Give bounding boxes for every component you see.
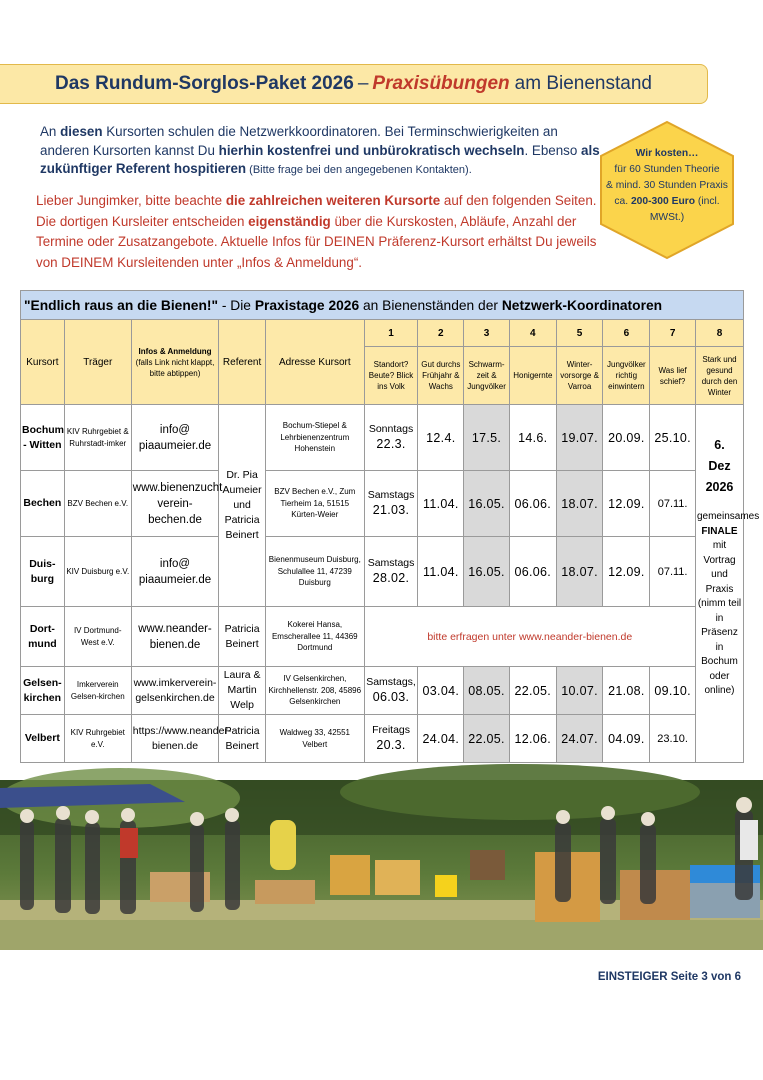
date-cell: 03.04.	[418, 667, 464, 715]
price-hexagon	[597, 120, 737, 260]
date-cell: 12.06.	[509, 715, 556, 763]
infos-link[interactable]: info@ piaaumeier.de	[131, 405, 218, 471]
adresse-cell: BZV Bechen e.V., Zum Tierheim 1a, 51515 Kürten-Weier	[265, 471, 364, 537]
date-cell: 21.08.	[603, 667, 650, 715]
header-topic: Honigernte	[509, 347, 556, 405]
header-infos: Infos & Anmeldung (falls Link nicht klappt, bitte abtippen)	[131, 320, 218, 405]
hex-heading: Wir kosten…	[635, 148, 699, 159]
header-num: 6	[603, 320, 650, 347]
header-topic: Standort? Beute? Blick ins Volk	[364, 347, 418, 405]
table-row	[21, 715, 744, 763]
header-topic: Stark und gesund durch den Winter	[695, 347, 743, 405]
infos-link[interactable]: https://www.neander-bienen.de	[131, 715, 218, 763]
date-cell: 10.07.	[556, 667, 603, 715]
infos-link[interactable]: www.neander-bienen.de	[131, 607, 218, 667]
header-num: 7	[650, 320, 696, 347]
title-highlight: Praxisübungen	[372, 73, 510, 94]
header-num: 3	[464, 320, 510, 347]
header-num: 8	[695, 320, 743, 347]
header-topic: Was lief schief?	[650, 347, 696, 405]
date-cell: 25.10.	[650, 405, 696, 471]
header-traeger: Träger	[64, 320, 131, 405]
date-cell: 14.6.	[509, 405, 556, 471]
header-num: 1	[364, 320, 418, 347]
date-cell: 09.10.	[650, 667, 696, 715]
referent-cell: Laura & Martin Welp	[219, 667, 266, 715]
traeger-cell: Imkerverein Gelsen-kirchen	[64, 667, 131, 715]
date-cell: 22.05.	[464, 715, 510, 763]
table-row	[21, 471, 744, 537]
finale-cell: 6. Dez 2026 gemeinsames FINALE mit Vortrag und Praxis (nimm teil in Präsenz in Bochum oder online)	[695, 405, 743, 763]
date-cell: 06.06.	[509, 537, 556, 607]
title-main: Das Rundum-Sorglos-Paket 2026	[55, 73, 354, 94]
date-cell: 06.06.	[509, 471, 556, 537]
traeger-cell: KIV Ruhrgebiet e.V.	[64, 715, 131, 763]
date-cell: 23.10.	[650, 715, 696, 763]
date-cell: 11.04.	[418, 537, 464, 607]
infos-link[interactable]: info@ piaaumeier.de	[131, 537, 218, 607]
header-topic: Jungvölker richtig einwintern	[603, 347, 650, 405]
date-first: Sonntags 22.3.	[364, 405, 418, 471]
date-cell: 18.07.	[556, 537, 603, 607]
notice-paragraph: Lieber Jungimker, bitte beachte die zahlreichen weiteren Kursorte auf den folgenden Seiten. Die dortigen Kursleiter entscheiden eigenständig über die Kurskosten, Abläufe, Anzahl der Termine oder Zusatzangebote. Aktuelle Infos für DEINEN Präferenz-Kursort erhältst Du jeweils von DEINEM Kursleitenden unter „Infos & Anmeldung“.	[36, 193, 597, 270]
table-row	[21, 537, 744, 607]
date-cell: 16.05.	[464, 471, 510, 537]
date-cell: 12.4.	[418, 405, 464, 471]
date-cell: 19.07.	[556, 405, 603, 471]
adresse-cell: Bienenmuseum Duisburg, Schulallee 11, 47239 Duisburg	[265, 537, 364, 607]
date-cell: 20.09.	[603, 405, 650, 471]
hex-price: ca. 200-300 Euro (incl.	[614, 196, 720, 207]
date-first: Samstags, 06.03.	[364, 667, 418, 715]
header-num: 2	[418, 320, 464, 347]
date-cell: 18.07.	[556, 471, 603, 537]
date-first: Samstags 21.03.	[364, 471, 418, 537]
traeger-cell: KIV Duisburg e.V.	[64, 537, 131, 607]
table-row	[21, 667, 744, 715]
adresse-cell: IV Gelsenkirchen, Kirchhellenstr. 208, 45896 Gelsenkirchen	[265, 667, 364, 715]
header-num: 4	[509, 320, 556, 347]
date-cell: 12.09.	[603, 471, 650, 537]
table-row	[21, 405, 744, 471]
dates-note: bitte erfragen unter www.neander-bienen.de	[364, 607, 695, 667]
practice-days-table	[20, 290, 760, 763]
date-cell: 12.09.	[603, 537, 650, 607]
traeger-cell: KIV Ruhrgebiet & Ruhrstadt-imker	[64, 405, 131, 471]
date-cell: 24.04.	[418, 715, 464, 763]
header-topic: Winter-vorsorge & Varroa	[556, 347, 603, 405]
date-cell: 24.07.	[556, 715, 603, 763]
date-cell: 07.11.	[650, 537, 696, 607]
header-topic: Schwarm-zeit & Jungvölker	[464, 347, 510, 405]
date-first: Samstags 28.02.	[364, 537, 418, 607]
adresse-cell: Waldweg 33, 42551 Velbert	[265, 715, 364, 763]
apiary-photo	[0, 780, 763, 950]
referent-cell: Patricia Beinert	[219, 715, 266, 763]
title-dash: –	[357, 73, 369, 94]
date-cell: 22.05.	[509, 667, 556, 715]
kursort-cell: Velbert	[21, 715, 65, 763]
date-cell: 16.05.	[464, 537, 510, 607]
header-kursort: Kursort	[21, 320, 65, 405]
infos-link[interactable]: www.bienenzucht verein-bechen.de	[131, 471, 218, 537]
header-topic: Gut durchs Frühjahr & Wachs	[418, 347, 464, 405]
date-cell: 08.05.	[464, 667, 510, 715]
header-num: 5	[556, 320, 603, 347]
kursort-cell: Gelsen-kirchen	[21, 667, 65, 715]
kursort-cell: Dort-mund	[21, 607, 65, 667]
title-suffix: am Bienenstand	[514, 73, 652, 94]
referent-cell: Dr. Pia Aumeier und Patricia Beinert	[219, 405, 266, 607]
date-cell: 17.5.	[464, 405, 510, 471]
kursort-cell: Duis-burg	[21, 537, 65, 607]
page-footer: EINSTEIGER Seite 3 von 6	[597, 971, 741, 983]
header-referent: Referent	[219, 320, 266, 405]
adresse-cell: Kokerei Hansa, Emscherallee 11, 44369 Dortmund	[265, 607, 364, 667]
date-cell: 07.11.	[650, 471, 696, 537]
header-adresse: Adresse Kursort	[265, 320, 364, 405]
referent-cell: Patricia Beinert	[219, 607, 266, 667]
date-first: Freitags 20.3.	[364, 715, 418, 763]
title-banner	[0, 64, 708, 104]
hex-theory: für 60 Stunden Theorie	[614, 164, 720, 175]
kursort-cell: Bochum - Witten	[21, 405, 65, 471]
table-title: "Endlich raus an die Bienen!" - Die Praxistage 2026 an Bienenständen der Netzwerk-Koordinatoren	[21, 291, 744, 320]
traeger-cell: IV Dortmund-West e.V.	[64, 607, 131, 667]
adresse-cell: Bochum-Stiepel & Lehrbienenzentrum Hohenstein	[265, 405, 364, 471]
date-cell: 11.04.	[418, 471, 464, 537]
hex-practice: & mind. 30 Stunden Praxis	[606, 180, 728, 191]
intro-paragraph: An diesen Kursorten schulen die Netzwerkkoordinatoren. Bei Terminschwierigkeiten an anderen Kursorten kannst Du hierhin kostenfrei und unbürokratisch wechseln. Ebenso als zukünftiger Referent hospitieren (Bitte frage bei den angegebenen Kontakten).	[40, 124, 600, 176]
traeger-cell: BZV Bechen e.V.	[64, 471, 131, 537]
date-cell: 04.09.	[603, 715, 650, 763]
table-row	[21, 607, 744, 667]
kursort-cell: Bechen	[21, 471, 65, 537]
infos-link[interactable]: www.imkerverein-gelsenkirchen.de	[131, 667, 218, 715]
hex-tax: MWSt.)	[649, 212, 685, 223]
